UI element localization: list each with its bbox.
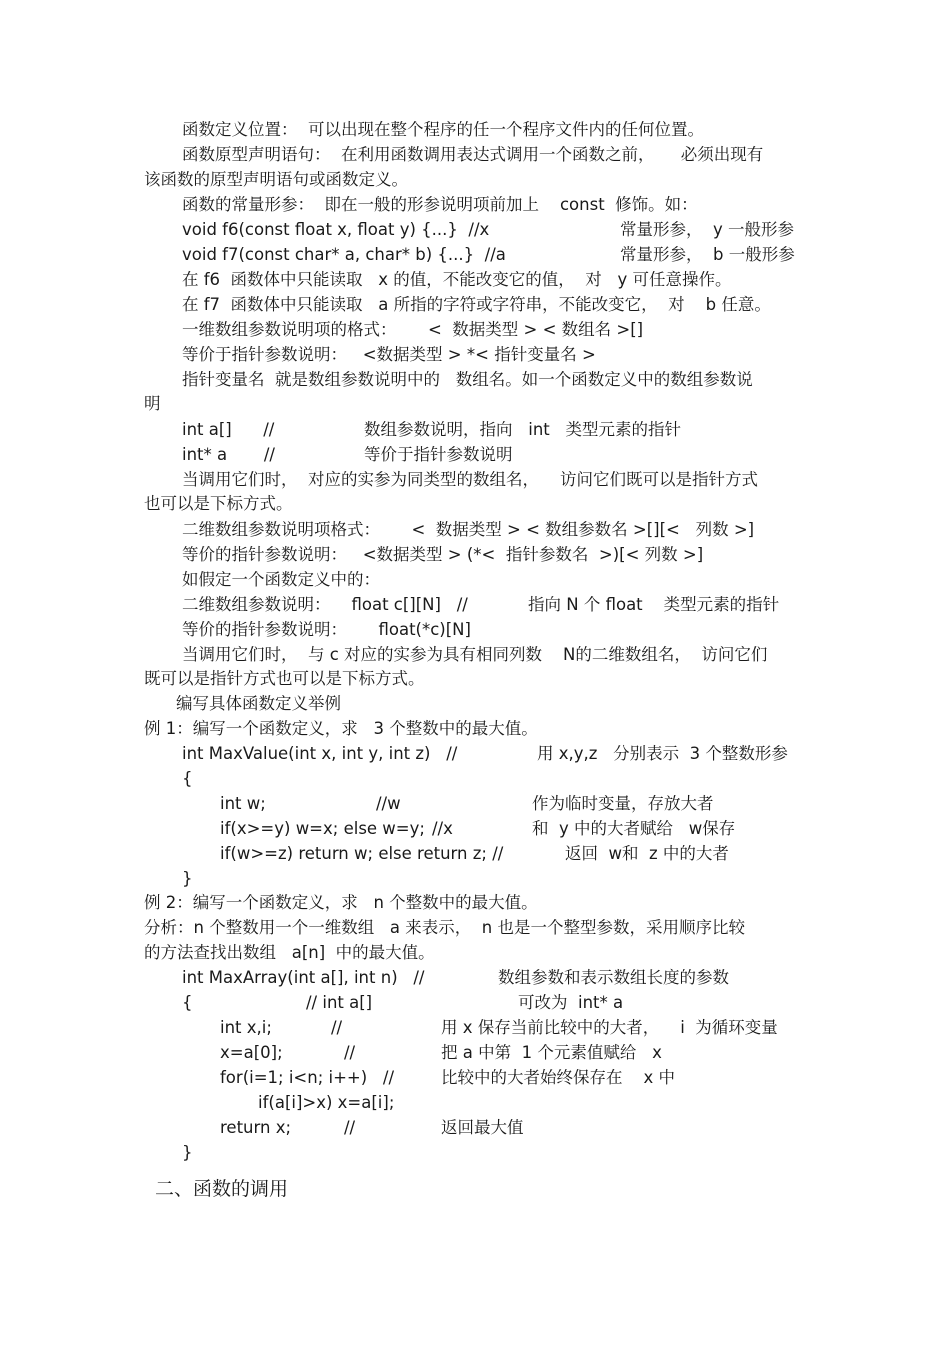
code-comment: 数组参数说明，指向 int 类型元素的指针 [364, 420, 681, 439]
code-line: int MaxValue(int x, int y, int z) // [182, 744, 458, 763]
text-line: 指针变量名 就是数组参数说明中的 数组名。如一个函数定义中的数组参数说 [182, 370, 753, 389]
text-line: 也可以是下标方式。 [144, 494, 293, 513]
code-comment: 常量形参， y 一般形参 [620, 220, 794, 239]
code-comment: 常量形参， b 一般形参 [620, 245, 795, 264]
text-line: 函数的常量形参： 即在一般的形参说明项前加上 const 修饰。如： [182, 195, 698, 214]
code-comment: // [344, 1043, 356, 1062]
code-line: int x,i; [220, 1018, 272, 1037]
code-comment: 返回 w和 z 中的大者 [565, 844, 729, 863]
text-line: 函数定义位置： 可以出现在整个程序的任一个程序文件内的任何位置。 [182, 120, 704, 139]
code-line: int w; [220, 794, 266, 813]
code-comment: 用 x 保存当前比较中的大者， i 为循环变量 [441, 1018, 778, 1037]
text-line: 二维数组参数说明项格式： < 数据类型 > < 数组参数名 >[][< 列数 >] [182, 520, 755, 539]
code-line: } [182, 869, 193, 888]
text-line: 例 2：编写一个函数定义，求 n 个整数中的最大值。 [144, 893, 538, 912]
text-line: 既可以是指针方式也可以是下标方式。 [144, 669, 425, 688]
text-line: 一维数组参数说明项的格式： < 数据类型 > < 数组名 >[] [182, 320, 644, 339]
text-line: 明 [144, 394, 161, 413]
code-line: { [182, 769, 193, 788]
code-line: int a[] // [182, 420, 275, 439]
text-line: 当调用它们时， 与 c 对应的实参为具有相同列数 N的二维数组名， 访问它们 [182, 645, 768, 664]
code-line: x=a[0]; [220, 1043, 283, 1062]
code-line: void f6(const float x, float y) {...} //x [182, 220, 490, 239]
text-line: 如假定一个函数定义中的： [182, 570, 380, 589]
code-comment: 比较中的大者始终保存在 x 中 [441, 1068, 675, 1087]
code-line: { [182, 993, 193, 1012]
code-comment: 可改为 int* a [518, 993, 624, 1012]
code-line: int MaxArray(int a[], int n) // [182, 968, 425, 987]
code-line: if(w>=z) return w; else return z; // [220, 844, 504, 863]
code-line: 二维数组参数说明： float c[][N] // [182, 595, 468, 614]
code-comment: //x [432, 819, 453, 838]
text-line: 等价的指针参数说明： <数据类型 > (*< 指针参数名 >)[< 列数 >] [182, 545, 704, 564]
code-comment: 把 a 中第 1 个元素值赋给 x [441, 1043, 662, 1062]
code-comment: 数组参数和表示数组长度的参数 [498, 968, 729, 987]
text-line: 分析：n 个整数用一个一维数组 a 来表示， n 也是一个整型参数，采用顺序比较 [144, 918, 745, 937]
code-comment: // [344, 1118, 356, 1137]
code-comment: 指向 N 个 float 类型元素的指针 [528, 595, 780, 614]
code-line: return x; [220, 1118, 292, 1137]
code-line: 等价的指针参数说明： float(*c)[N] [182, 620, 471, 639]
code-comment: 和 y 中的大者赋给 w保存 [532, 819, 736, 838]
text-line: 当调用它们时， 对应的实参为同类型的数组名， 访问它们既可以是指针方式 [182, 470, 758, 489]
code-line: if(x>=y) w=x; else w=y; [220, 819, 425, 838]
section-title: 编写具体函数定义举例 [176, 694, 341, 713]
text-line: 在 f6 函数体中只能读取 x 的值，不能改变它的值， 对 y 可任意操作。 [182, 270, 732, 289]
code-comment: // [331, 1018, 343, 1037]
text-line: 例 1：编写一个函数定义，求 3 个整数中的最大值。 [144, 719, 538, 738]
text-line: 等价于指针参数说明： <数据类型 > *< 指针变量名 > [182, 345, 596, 364]
code-comment: 用 x,y,z 分别表示 3 个整数形参 [537, 744, 788, 763]
code-line: for(i=1; i<n; i++) // [220, 1068, 395, 1087]
code-comment: 作为临时变量，存放大者 [532, 794, 714, 813]
code-comment: // int a[] [306, 993, 373, 1012]
text-line: 在 f7 函数体中只能读取 a 所指的字符或字符串，不能改变它， 对 b 任意。 [182, 295, 771, 314]
code-comment: 返回最大值 [441, 1118, 524, 1137]
text-line: 该函数的原型声明语句或函数定义。 [144, 170, 408, 189]
code-line: int* a // [182, 445, 275, 464]
code-line: if(a[i]>x) x=a[i]; [258, 1093, 395, 1112]
code-line: } [182, 1143, 193, 1162]
text-line: 的方法查找出数组 a[n] 中的最大值。 [144, 943, 435, 962]
code-comment: //w [376, 794, 401, 813]
text-line: 函数原型声明语句： 在利用函数调用表达式调用一个函数之前， 必须出现有 [182, 145, 764, 164]
code-comment: 等价于指针参数说明 [364, 445, 513, 464]
code-line: void f7(const char* a, char* b) {...} //a [182, 245, 506, 264]
section-heading: 二、函数的调用 [155, 1178, 289, 1200]
